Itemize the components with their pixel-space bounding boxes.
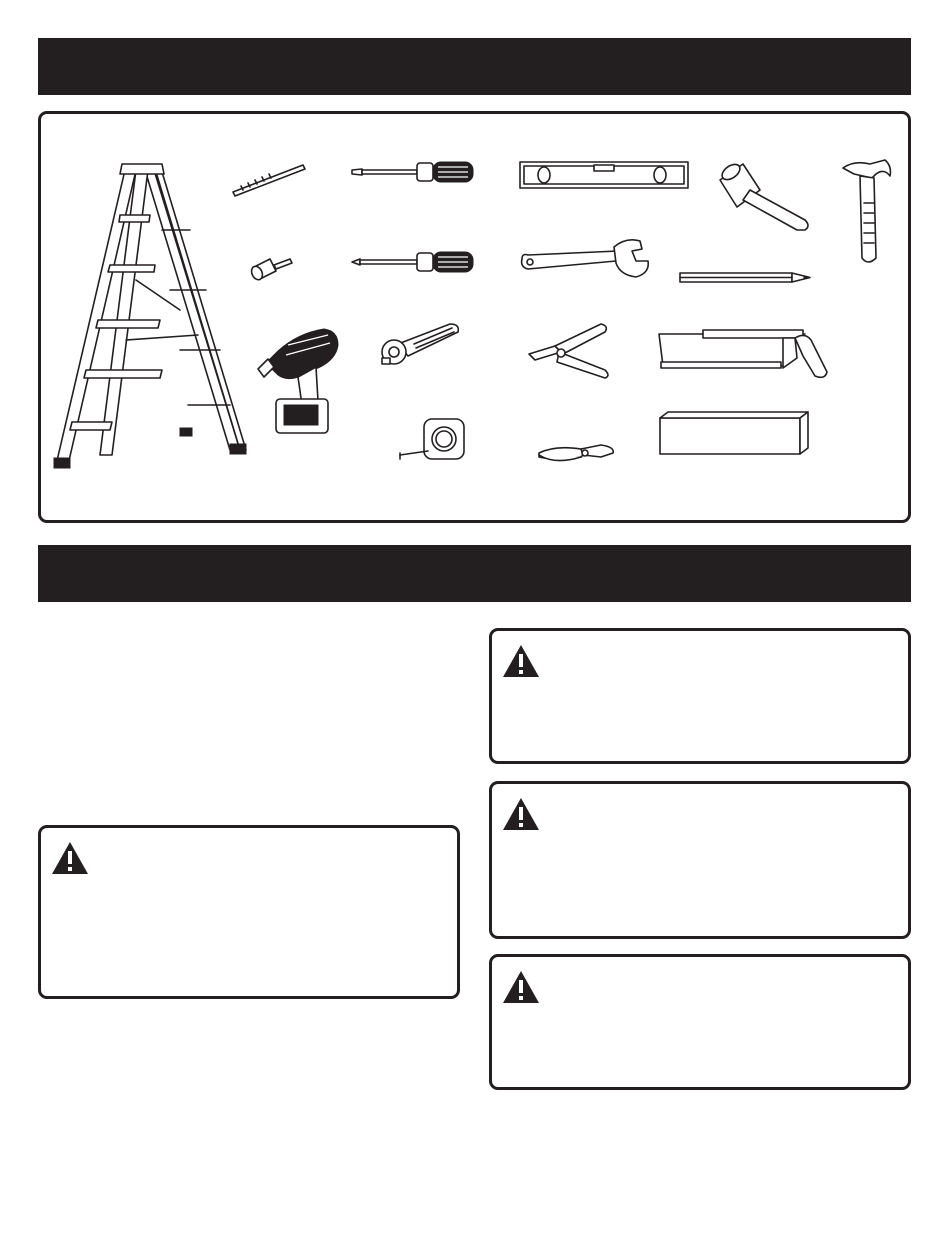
nut-driver-bit-icon [250, 255, 295, 285]
cordless-drill-icon [258, 325, 343, 440]
warning-box-3 [489, 781, 911, 939]
wire-stripper-icon [525, 320, 615, 380]
warning-triangle-icon [501, 969, 541, 1005]
warning-box-1 [38, 825, 460, 999]
hacksaw-icon [655, 328, 830, 383]
claw-hammer-icon [840, 158, 895, 268]
assembly-header [38, 545, 911, 602]
adjustable-wrench-icon [516, 233, 656, 283]
pliers-icon [535, 435, 620, 465]
warning-box-4 [489, 954, 911, 1090]
flat-screwdriver-icon [350, 158, 480, 188]
wood-block-icon [658, 408, 813, 458]
tape-measure-icon [398, 415, 468, 465]
step-ladder-icon [50, 160, 250, 475]
ratchet-icon [372, 320, 462, 370]
tools-needed-header [38, 38, 911, 95]
drill-bit-icon [228, 160, 308, 200]
warning-box-2 [489, 628, 911, 764]
level-icon [518, 160, 690, 190]
mallet-icon [715, 160, 815, 235]
warning-triangle-icon [501, 643, 541, 679]
pencil-icon [678, 268, 818, 288]
phillips-screwdriver-icon [350, 248, 480, 278]
warning-triangle-icon [50, 840, 90, 876]
warning-triangle-icon [501, 796, 541, 832]
